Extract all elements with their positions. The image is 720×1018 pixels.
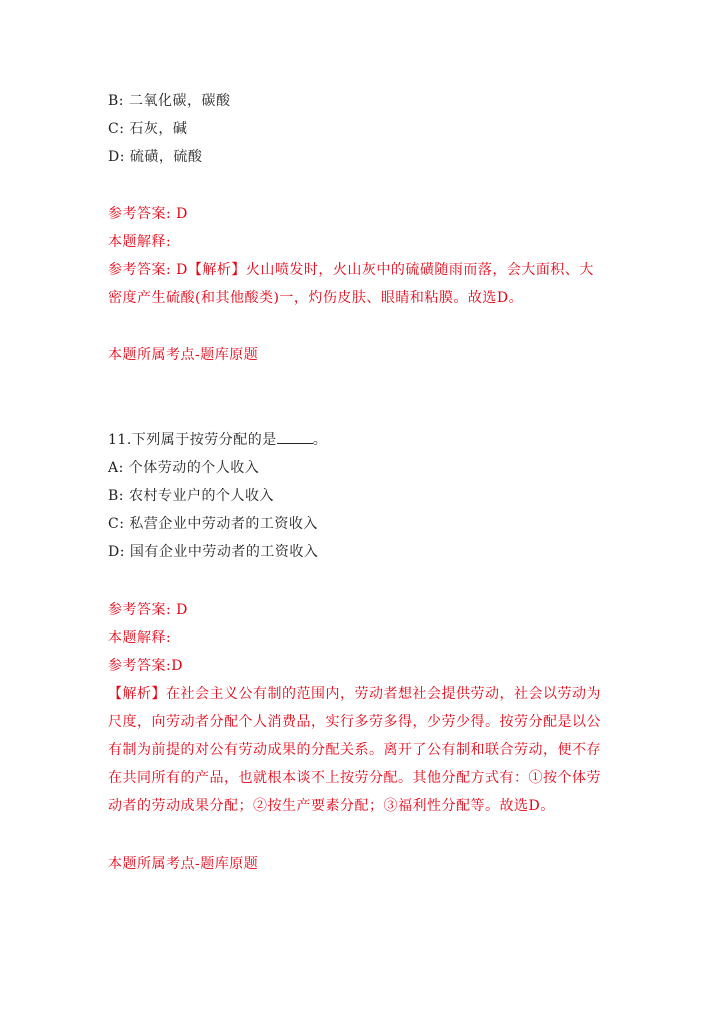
q11-option-a: A: 个体劳动的个人收入 [108,460,260,476]
q11-option-b: B: 农村专业户的个人收入 [108,488,274,504]
q11-answer-again: 参考答案:D [108,658,183,674]
q10-explanation: 参考答案: D【解析】火山喷发时，火山灰中的硫磺随雨而落，会大面积、大密度产生硫酸(和其他酸类)一，灼伤皮肤、眼睛和粘膜。故选D。 [108,262,594,306]
q10-answer: 参考答案: D [108,206,188,222]
q11-option-d: D: 国有企业中劳动者的工资收入 [108,544,319,560]
answer-blank [277,431,313,444]
q10-explain-label: 本题解释: [108,234,172,250]
q11-explanation: 【解析】在社会主义公有制的范围内，劳动者想社会提供劳动，社会以劳动为尺度，向劳动者分配个人消费品，实行多劳多得，少劳少得。按劳分配是以公有制为前提的对公有劳动成果的分配关系。离开了公有制和联合劳动，便不存在共同所有的产品，也就根本谈不上按劳分配。其他分配方式有：①按个体劳动者的劳动成果分配；②按生产要素分配；③福利性分配等。故选D。 [108,686,601,814]
q10-option-b: B: 二氧化碳，碳酸 [108,93,231,109]
q11-explain-label: 本题解释: [108,630,172,646]
q11-stem [108,430,327,450]
q10-source: 本题所属考点-题库原题 [108,347,259,363]
q11-source: 本题所属考点-题库原题 [108,856,259,872]
q11-answer: 参考答案: D [108,602,188,618]
q11-stem-text: 11.下列属于按劳分配的是 [108,432,277,448]
q11-stem-end: 。 [312,432,328,448]
q11-option-c: C: 私营企业中劳动者的工资收入 [108,516,318,532]
q10-option-c: C: 石灰，碱 [108,121,188,137]
q10-option-d: D: 硫磺，硫酸 [108,149,203,165]
